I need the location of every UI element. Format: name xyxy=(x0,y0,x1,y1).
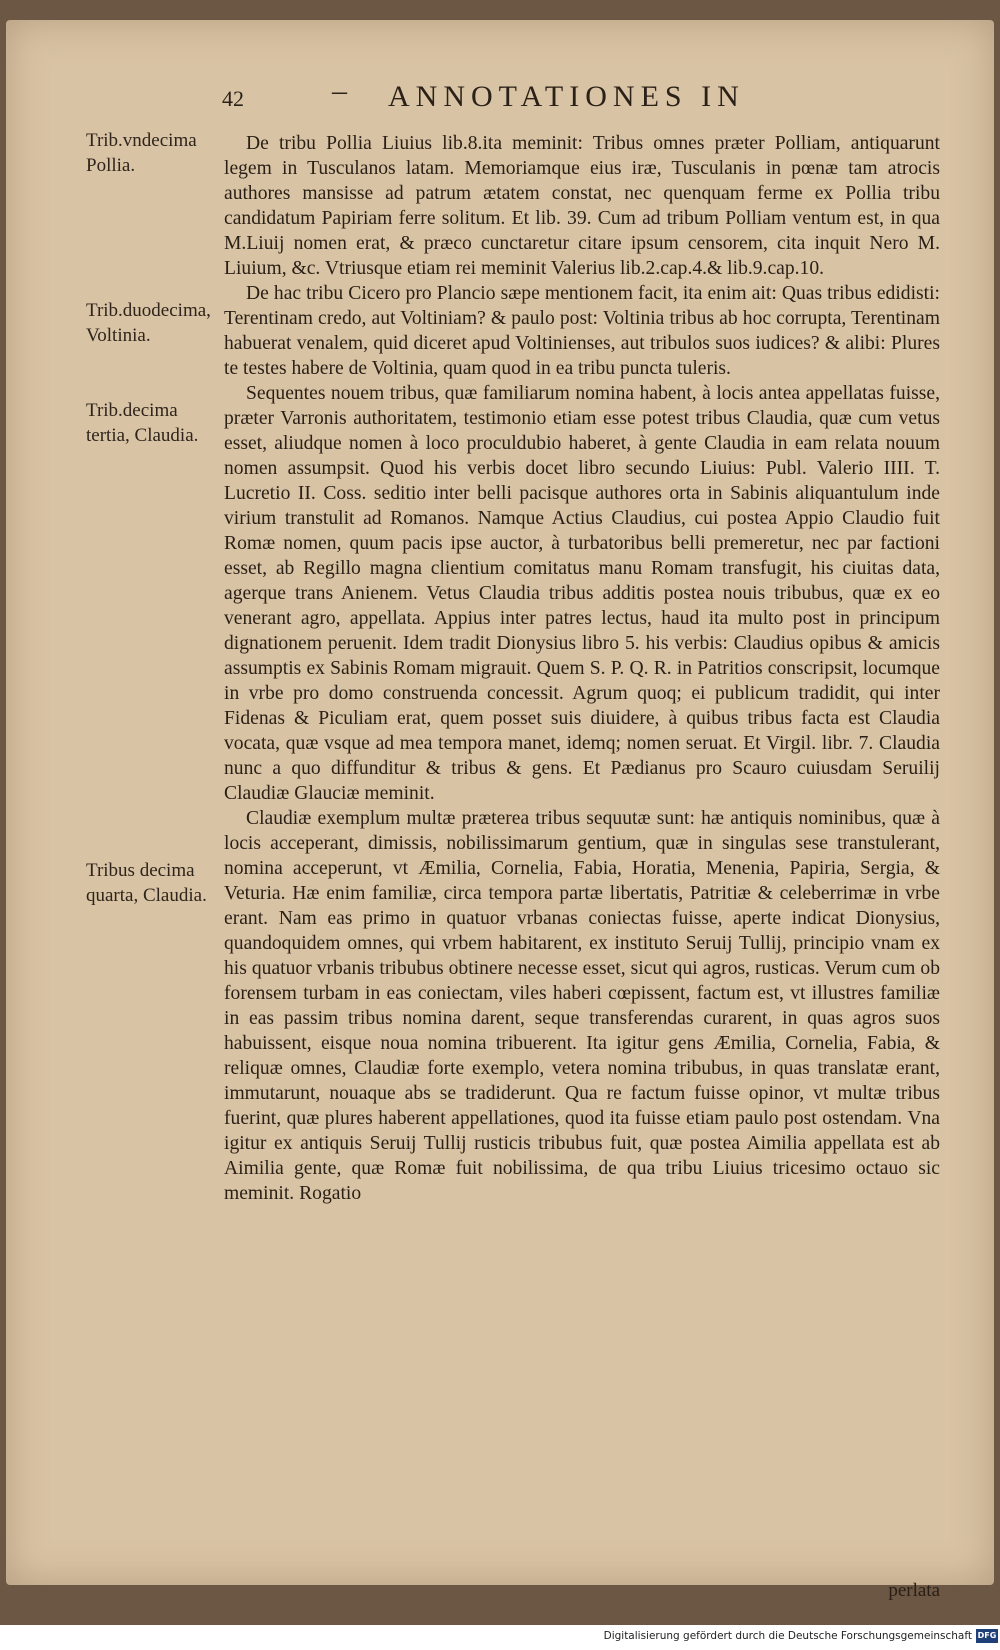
paragraph-claudia: Sequentes nouem tribus, quæ familiarum nomina habent, à locis antea appellatas fuisse, præter Varronis authoritatem, testimonio etiam esse potest tribus Claudia, quæ cum vetus esset, aliudque nomen à loco proculdubio haberet, à gente Claudia in eam relata nouum nomen assumpsit. Quod his verbis docet libro secundo Liuius: Publ. Valerio IIII. T. Lucretio II. Coss. seditio inter belli pacisque authores orta in Sabinis aliquantulum inde virium transtulit ad Romanos. Namque Actius Claudius, cui postea Appio Claudio fuit Romæ nomen, quum pacis ipse auctor, à turbatoribus belli premeretur, nec par factioni esset, ab Regillo magna clientium comitatus manu Romam transfugit, his ciuitas data, agerque trans Anienem. Vetus Claudia tribus additis postea nouis tribubus, quæ ex eo venerant agro, appellata. Appius inter patres lectus, haud ita multo post in principum dignationem peruenit. Idem tradit Dionysius libro 5. his verbis: Claudius opibus & amicis assumptis ex Sabinis Romam migrauit. Quem S. P. Q. R. in Patritios conscripsit, locumque in vrbe pro domo construenda concessit. Agrum quoq; ei publicum tradidit, qui inter Fidenas & Piculiam erat, quem posset suis diuidere, à quibus tribus facta est Claudia vocata, quæ vsque ad mea tempora manet, idemq; nomen seruat. Et Virgil. libr. 7. Claudia nunc a quo diffunditur & tribus & gens. Et Pædianus pro Scauro cuiusdam Seruilij Claudiæ Glauciæ meminit. xyxy=(224,383,940,804)
paragraph-voltinia: De hac tribu Cicero pro Plancio sæpe mentionem facit, ita enim ait: Quas tribus edidisti: Terentinam credo, aut Voltiniam? & paulo post: Voltinia tribus ab hoc corrupta, Terentinam habuerat venalem, quid diceret apud Voltinienses, aut tribulos suos iudices? & alibi: Plures te testes habere de Voltinia, quam quod in ea tribu puncta tuleris. xyxy=(224,283,940,379)
footer xyxy=(0,1625,1000,1650)
page-number: 42 xyxy=(222,86,244,111)
page-header xyxy=(222,72,962,118)
paragraph-claudia-exemplum: Claudiæ exemplum multæ præterea tribus sequutæ sunt: hæ antiquis nominibus, quæ à locis acceperant, dimissis, nobilissimarum gentium, quæ in singulas sese transtulerant, nomina acceperunt, vt Æmilia, Cornelia, Fabia, Horatia, Menenia, Papiria, Sergia, & Veturia. Hæ enim familiæ, circa tempora partæ libertatis, Patritiæ & celeberrimæ in vrbe erant. Nam eas primo in quatuor vrbanas coniectas fuisse, aperte indicat Dionysius, quandoquidem omnes, qui vrbem habitarent, ex instituto Seruij Tullij, principio vnam ex his quatuor vrbanis tribubus obtinere necesse esset, sicut qui agros, rusticas. Verum cum ob forensem turbam in eas coniectam, viles haberi cœpissent, factum est, vt illustres familiæ in eas passim tribus nomina darent, seque transferendas curarent, in quas agros suos habuissent, eisque noua nomina tribuerent. Ita igitur gens Æmilia, Cornelia, Fabia, & reliquæ omnes, Claudiæ forte exemplo, vetera nomina tribubus, in quas translatæ erant, immutarunt, nouaque abs se tradiderunt. Qua re factum fuisse opinor, vt multæ tribus fuerint, quæ plures haberent appellationes, quod ita fuisse etiam paulo post ostendam. Vna igitur ex antiquis Seruij Tullij rusticis tribubus fuit, quæ postea Aimilia appellata est ab Aimilia gente, quæ Romæ fuit nobilissima, de qua tribu Liuius tricesimo octauo sic meminit. Rogatio xyxy=(224,808,940,1204)
body-text xyxy=(224,131,940,1206)
running-title: ANNOTATIONES IN xyxy=(388,80,745,113)
paragraph-pollia: De tribu Pollia Liuius lib.8.ita meminit: Tribus omnes præter Polliam, antiquarunt legem in Tusculanos latam. Memoriamque eius iræ, Tusculanis in pœnæ tam atrocis authores mansisse ad patrum ætatem constat, nec quenquam ferme ex Pollia tribu candidatum Papiriam ferre solitum. Et lib. 39. Cum ad tribum Polliam ventum est, in qua M.Liuij nomen erat, & præco cunctaretur citare ipsum censorem, cita inquit Nero M. Liuium, &c. Vtriusque etiam rei meminit Valerius lib.2.cap.4.& lib.9.cap.10. xyxy=(224,133,940,279)
margin-note-pollia: Trib.vndecima Pollia. xyxy=(86,130,197,176)
catchword: perlata xyxy=(888,1580,940,1601)
digitization-credit: Digitalisierung gefördert durch die Deutsche Forschungsgemeinschaft xyxy=(603,1630,972,1642)
margin-note-claudia: Trib.decima tertia, Claudia. xyxy=(86,400,199,446)
dfg-logo-icon: DFG xyxy=(976,1629,998,1643)
header-dash: – xyxy=(332,74,347,107)
margin-note-claudia-2: Tribus decima quarta, Claudia. xyxy=(86,860,207,906)
margin-note-voltinia: Trib.duodecima, Voltinia. xyxy=(86,300,211,346)
